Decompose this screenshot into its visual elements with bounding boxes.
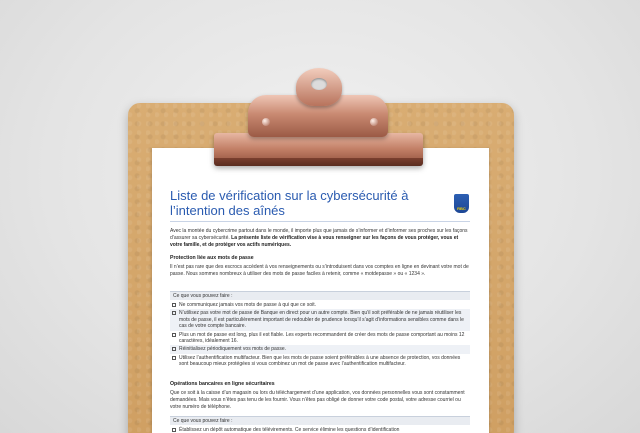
- rbc-logo: [454, 194, 469, 213]
- checklist-item-text: Ne communiquez jamais vos mots de passe à qui que ce soit.: [179, 302, 317, 308]
- checkbox-icon[interactable]: [172, 311, 176, 315]
- checklist-item: [170, 345, 470, 353]
- section-paragraph-online-banking: Que ce soit à la caisse d’un magasin ou lors du téléchargement d’une application, vos données personnelles vous sont constamment demandées. Mais vous n’êtes pas tenu de les fournir. Vous n’êtes pas obligé de donner votre code postal, votre adresse courriel ou votre numéro de téléphone.: [170, 390, 465, 410]
- section-heading-passwords: Protection liée aux mots de passe: [170, 255, 254, 261]
- checklist-passwords: [170, 301, 470, 369]
- checklist-header: Ce que vous pouvez faire :: [170, 416, 470, 425]
- clip-rivet-icon: [370, 118, 378, 126]
- rbc-logo-text: RBC: [457, 206, 466, 211]
- checklist-online-banking: [170, 426, 470, 433]
- checklist-item: [170, 426, 470, 433]
- intro-text: Avec la montée du cybercrime partout dans le monde, il importe plus que jamais de s’informer et d’informer ses proches sur les façons d’assurer sa cybersécurité.: [170, 228, 468, 241]
- checklist-item-text: Établissez un dépôt automatique des télévirements. Ce service élimine les questions d’identification: [179, 427, 400, 433]
- clipboard-clip-edge: [214, 158, 423, 166]
- intro-paragraph: [170, 228, 470, 249]
- checkbox-icon[interactable]: [172, 356, 176, 360]
- section-paragraph-passwords: Il n’est pas rare que des escrocs accèdent à vos renseignements ou s’introduisent dans vos comptes en ligne en devinant votre mot de passe. Nous sommes nombreux à utiliser des mots de passe faciles à retenir, comme « motdepasse » ou « 1234 ».: [170, 264, 469, 277]
- clipboard-ring-hole: [311, 78, 327, 90]
- checklist-item-text: N’utilisez pas votre mot de passe de Banque en direct pour un autre compte. Bien qu’il soit préférable de ne jamais réutiliser les mots de passe, il est particulièrement important de redoubler de prudence lorsqu’il s’agit d’informations sensibles comme dans le cas de votre compte bancaire.: [179, 310, 464, 330]
- checkbox-icon[interactable]: [172, 347, 176, 351]
- title-divider: [170, 221, 470, 222]
- checklist-item-text: Utilisez l’authentification multifacteur. Bien que les mots de passe soient préférables à une absence de protection, vos données sont beaucoup mieux protégées si vous combinez un mot de passe avec l’authentification multifacteur.: [179, 354, 461, 368]
- checkbox-icon[interactable]: [172, 333, 176, 337]
- checklist-item-text: Réinitialisez périodiquement vos mots de passe.: [179, 346, 286, 353]
- checklist-header: Ce que vous pouvez faire :: [170, 291, 470, 300]
- checklist-item: [170, 354, 470, 369]
- checklist-item: [170, 301, 470, 309]
- checklist-item: [170, 331, 470, 346]
- checklist-document: [152, 148, 489, 433]
- checklist-item: [170, 309, 470, 330]
- checklist-item-text: Plus un mot de passe est long, plus il est fiable. Les experts recommandent de créer des mots de passe comportant au moins 12 caractères, idéalement 16.: [179, 331, 465, 345]
- section-heading-online-banking: Opérations bancaires en ligne sécuritaires: [170, 381, 275, 387]
- checkbox-icon[interactable]: [172, 428, 176, 432]
- clip-rivet-icon: [262, 118, 270, 126]
- document-title: Liste de vérification sur la cybersécurité à l’intention des aînés: [170, 188, 409, 218]
- intro-bold-text: La présente liste de vérification vise à vous renseigner sur les façons de vous protéger, vous et votre famille, et de protéger vos actifs numériques.: [170, 235, 459, 248]
- checkbox-icon[interactable]: [172, 303, 176, 307]
